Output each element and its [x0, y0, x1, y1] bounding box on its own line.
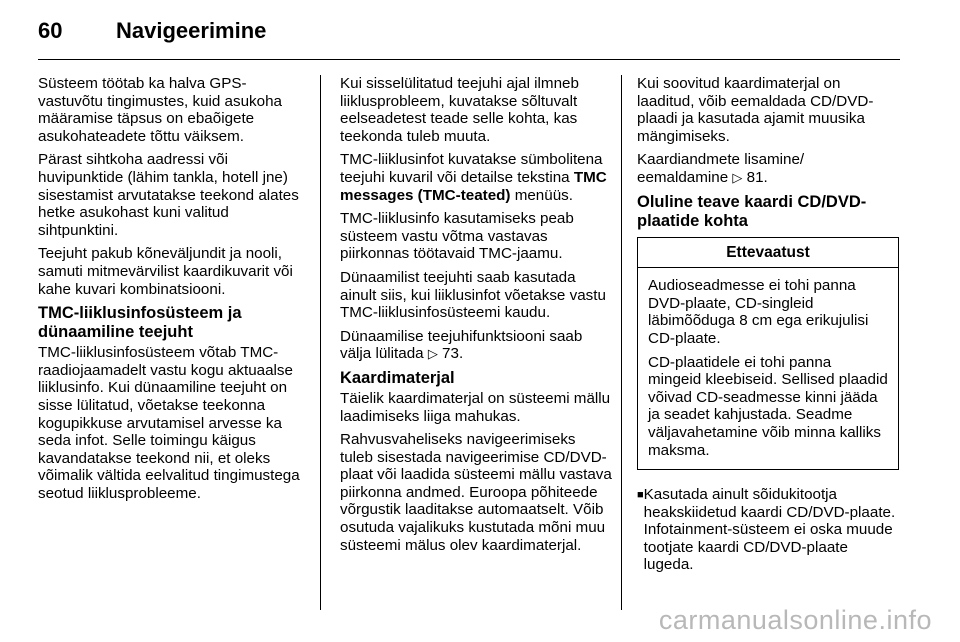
warning-box	[637, 237, 899, 471]
paragraph: Kui sisselülitatud teejuhi ajal ilmneb liiklusprobleem, kuvatakse sõltuvalt eelseadetest teade selle kohta, kas teekonda tuleb muuta.	[340, 75, 579, 145]
warning-title: Ettevaatust	[638, 238, 898, 269]
paragraph: Dünaamilise teejuhifunktsiooni saab välja lülitada ▷ 73.	[340, 327, 583, 363]
paragraph: TMC-liiklusinfot kuvatakse sümbolitena teejuhi kuvaril või detailse tekstina TMC messages (TMC-teated) menüüs.	[340, 151, 607, 204]
paragraph: TMC-liiklusinfo kasutamiseks peab süsteem vastu võtma vastavas piirkonnas töötavaid TMC-jaamu.	[340, 210, 574, 263]
paragraph: Teejuht pakub kõneväljundit ja nooli, samuti mitmevärvilist kaardikuvarit või kahe kuvari kombinatsiooni.	[38, 245, 293, 298]
paragraph: Dünaamilist teejuhti saab kasutada ainult siis, kui liiklusinfot võetakse vastu TMC-liiklusinfosüsteemi kaudu.	[340, 268, 606, 322]
page-ref-arrow-icon: ▷	[732, 169, 743, 185]
warning-body	[638, 268, 898, 469]
paragraph: TMC-liiklusinfosüsteem võtab TMC-raadiojaamadelt vastu kogu aktuaalse liiklusinfo. Kui dünaamiline teejuht on sisse lülitatud, võetakse teekonna kogupikkuse arvutamisel arvesse ka seda infot. Selle toimingu käigus kavandatakse teekond nii, et oleks võimalik vältida eelvalitud tingimustega seotud liiklusprobleeme.	[38, 344, 300, 502]
menu-reference: TMC messages (TMC-teated)	[340, 168, 607, 204]
list-item-text: Kasutada ainult sõidukitootja heakskiidetud kaardi CD/DVD-plaate. Infotainment-süsteem ei oska muude tootjate kaardi CD/DVD-plaate lugeda.	[643, 486, 896, 574]
chapter-title: Navigeerimine	[116, 18, 267, 43]
page-reference[interactable]: 73	[442, 345, 459, 363]
paragraph: Süsteem töötab ka halva GPS-vastuvõtu tingimustes, kuid asukoha määramise täpsus on ebaõigete asukohateadete tõttu väiksem.	[38, 75, 282, 145]
page-reference[interactable]: 81	[746, 168, 764, 186]
paragraph: Täielik kaardimaterjal on süsteemi mällu laadimiseks liiga mahukas.	[340, 389, 611, 425]
page-number: 60	[38, 18, 63, 43]
watermark: carmanualsonline.info	[658, 605, 932, 635]
bullet-square-icon: ■	[637, 489, 644, 502]
paragraph: Kui soovitud kaardimaterjal on laaditud, võib eemaldada CD/DVD-plaadi ja kasutada ajamit muusika mängimiseks.	[637, 75, 874, 145]
column-middle	[340, 75, 612, 560]
column-divider	[621, 75, 622, 610]
paragraph: Kaardiandmete lisamine/ eemaldamine ▷ 81.	[637, 151, 805, 186]
section-heading: TMC-liiklusinfosüsteem ja dünaamiline teejuht	[38, 304, 242, 342]
paragraph: Pärast sihtkoha aadressi või huvipunktide (lähim tankla, hotell jne) sisestamist arvutatakse teekond alates hetke asukohast kuni valitud sihtpunktini.	[38, 151, 299, 239]
header-rule	[38, 59, 900, 60]
page-header	[38, 18, 266, 50]
column-left	[38, 75, 310, 508]
list-item	[637, 486, 899, 574]
paragraph: Audioseadmesse ei tohi panna DVD-plaate, CD-singleid läbimõõduga 8 cm ega erikujulisi CD-plaate.	[648, 277, 869, 347]
paragraph: CD-plaatidele ei tohi panna mingeid kleebiseid. Sellised plaadid võivad CD-seadmesse kinni jääda ja seadet kahjustada. Seadme väljavahetamine võib minna kalliks maksma.	[648, 353, 888, 459]
section-heading: Oluline teave kaardi CD/DVD-plaatide kohta	[637, 192, 867, 230]
column-divider	[320, 75, 321, 610]
column-right	[637, 75, 899, 574]
paragraph: Rahvusvaheliseks navigeerimiseks tuleb sisestada navigeerimise CD/DVD-plaat või laadida süsteemi mällu vastava piirkonna andmed. Euroopa põhiteede võrgustik laaditakse automaatselt. Võib osutuda vajalikuks kustutada mõni muu süsteemi mälus olev kaardimaterjal.	[340, 431, 612, 554]
section-heading: Kaardimaterjal	[340, 368, 455, 387]
page-ref-arrow-icon: ▷	[427, 346, 438, 362]
